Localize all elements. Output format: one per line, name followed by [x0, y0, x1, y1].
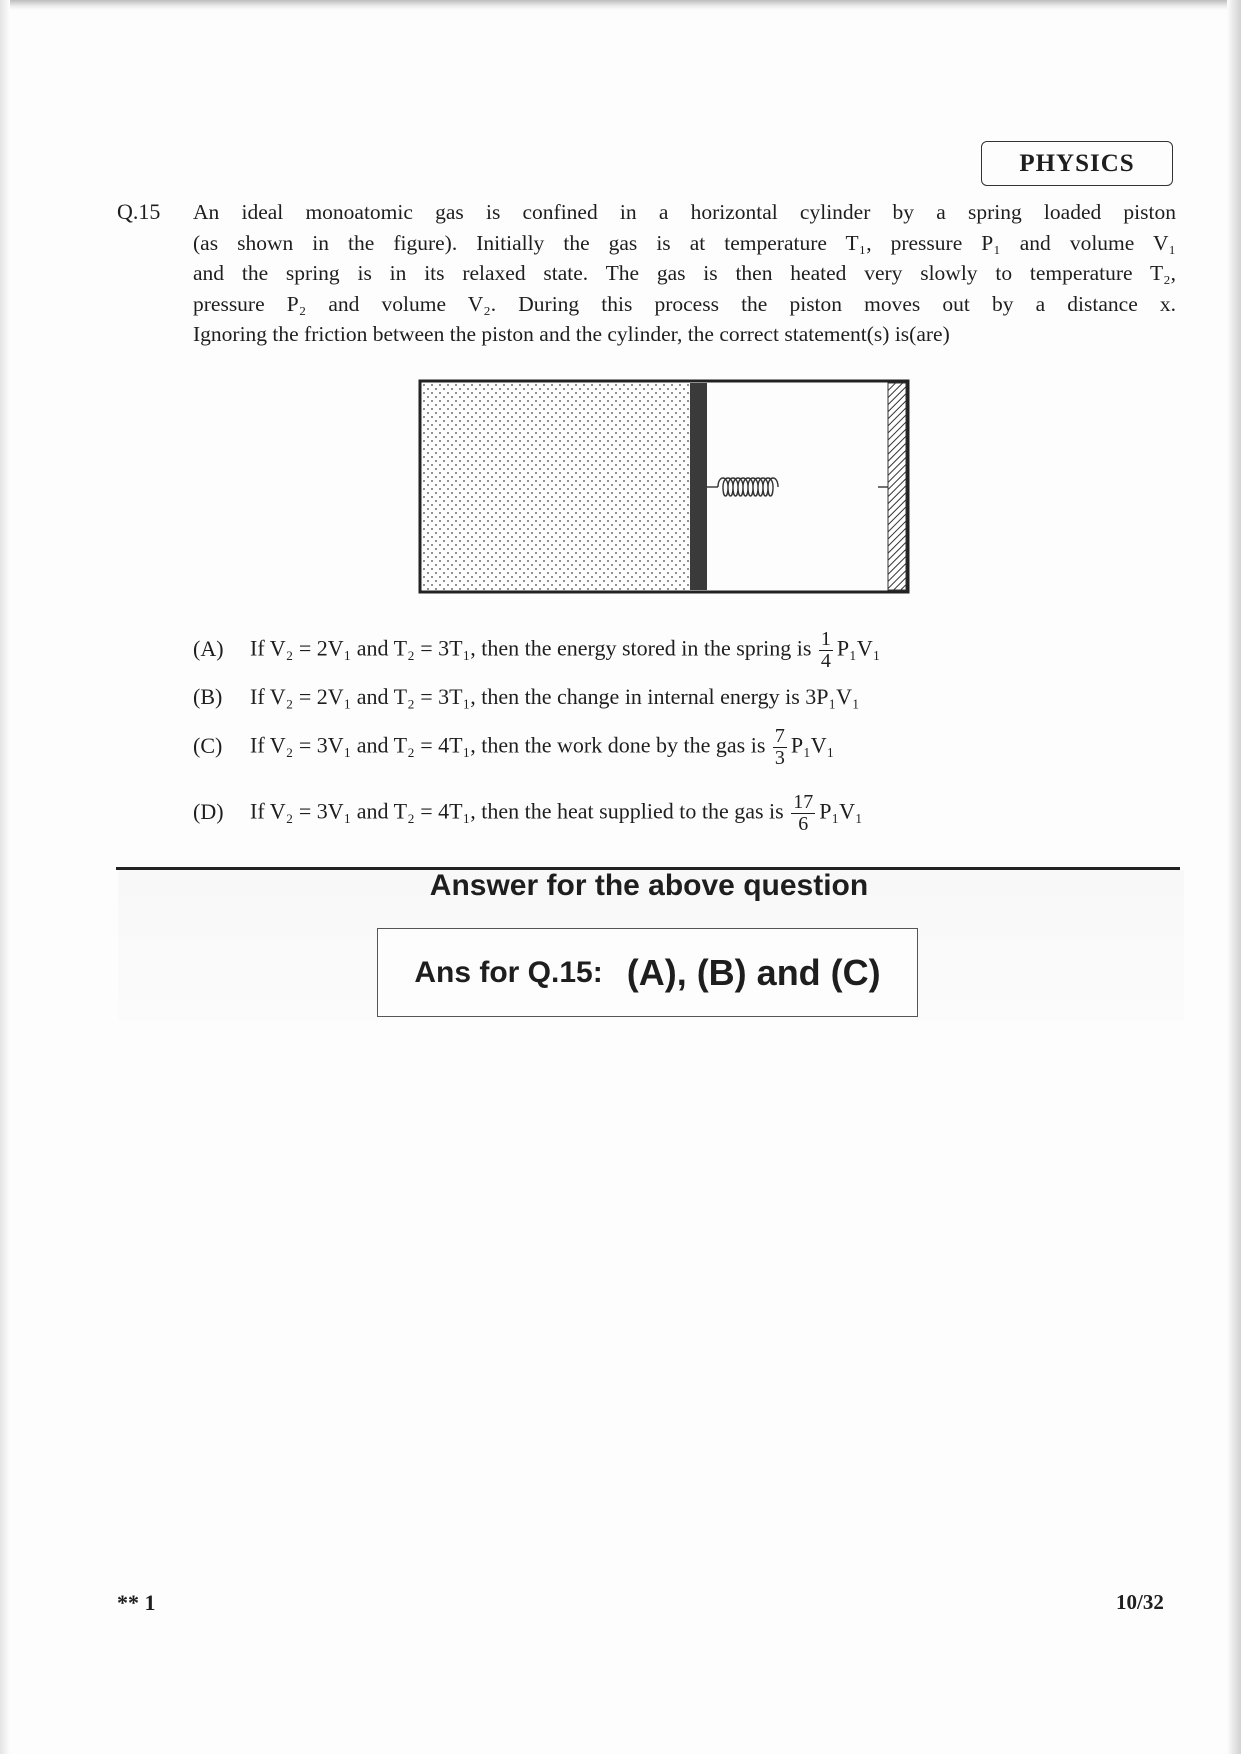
fraction — [819, 629, 833, 672]
option-c — [193, 726, 834, 769]
scan-edge-top — [0, 0, 1241, 10]
fraction-numerator: 1 — [820, 628, 831, 650]
fraction-denominator: 4 — [820, 650, 831, 672]
question-line: An ideal monoatomic gas is confined in a horizontal cylinder by a spring loaded piston — [193, 200, 1176, 224]
option-b — [193, 684, 860, 710]
fraction-denominator: 3 — [774, 747, 785, 769]
gas-region — [422, 383, 690, 590]
option-tail: P₁V₁ — [836, 635, 881, 661]
subject-badge: PHYSICS — [981, 141, 1173, 186]
option-text: If V₂ = 3V₁ and T₂ = 4T₁, then the heat supplied to the gas is — [250, 798, 784, 824]
option-d — [193, 792, 863, 835]
fraction — [791, 792, 815, 835]
option-label: (D) — [193, 798, 224, 824]
fraction-denominator: 6 — [798, 813, 809, 835]
question-line: Ignoring the friction between the piston and the cylinder, the correct statement(s) is(are) — [193, 322, 950, 346]
answer-box — [377, 928, 918, 1017]
spring-icon — [707, 478, 888, 496]
option-text: If V₂ = 3V₁ and T₂ = 4T₁, then the work done by the gas is — [250, 732, 766, 758]
question-line: (as shown in the figure). Initially the gas is at temperature T₁, pressure P₁ and volume V₁ — [193, 230, 1176, 255]
footer-code: ** 1 — [117, 1590, 156, 1615]
fraction-numerator: 7 — [774, 725, 785, 747]
question-line: and the spring is in its relaxed state. The gas is then heated very slowly to temperature T₂, — [193, 261, 1176, 285]
option-tail: 3P₁V₁ — [805, 684, 860, 709]
answer-label: Ans for Q.15: — [414, 955, 603, 989]
answer-heading: Answer for the above question — [429, 869, 869, 902]
option-tail: P₁V₁ — [790, 732, 835, 758]
question-number: Q.15 — [117, 199, 161, 224]
question-line: pressure P₂ and volume V₂. During this process the piston moves out by a distance x. — [193, 291, 1176, 316]
answer-value: (A), (B) and (C) — [626, 951, 881, 993]
wall-hatch — [888, 383, 906, 590]
option-label: (C) — [193, 732, 223, 758]
option-tail: P₁V₁ — [819, 798, 863, 824]
page-number: 10/32 — [1116, 1590, 1164, 1614]
option-a — [193, 629, 880, 672]
fraction-numerator: 17 — [793, 791, 814, 813]
question-text — [193, 197, 1176, 350]
option-label: (A) — [193, 635, 224, 661]
option-text: If V₂ = 2V₁ and T₂ = 3T₁, then the change in internal energy is — [250, 684, 800, 709]
fraction — [773, 726, 787, 769]
option-text: If V₂ = 2V₁ and T₂ = 3T₁, then the energy stored in the spring is — [250, 635, 812, 661]
option-label: (B) — [193, 684, 223, 709]
piston — [690, 383, 707, 590]
cylinder-piston-figure — [418, 379, 910, 594]
